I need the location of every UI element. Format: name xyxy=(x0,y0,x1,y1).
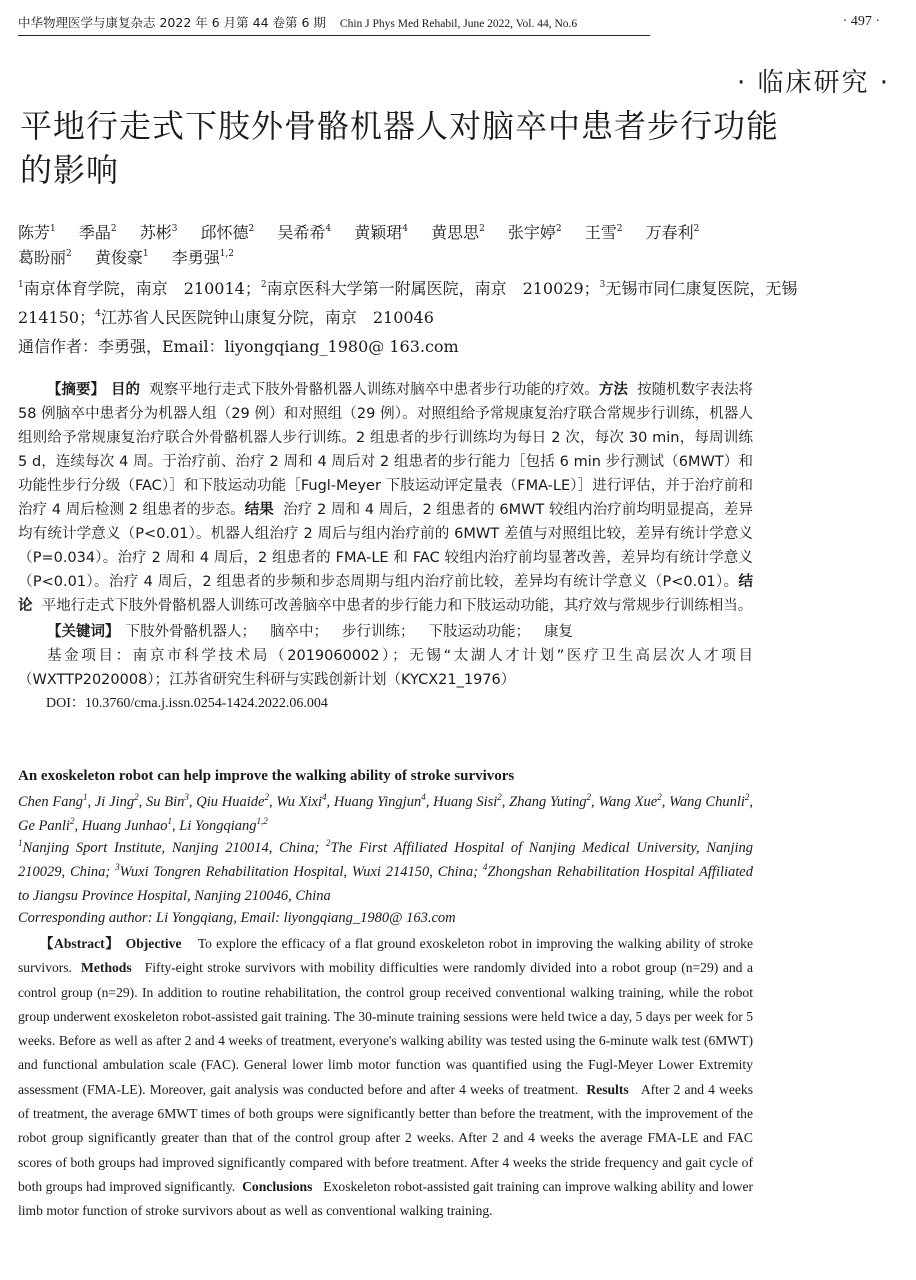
keyword: 下肢外骨骼机器人； xyxy=(125,624,256,640)
article-title-en: An exoskeleton robot can help improve the walking ability of stroke survivors xyxy=(18,768,515,784)
abstract-label-cn: 【摘要】 xyxy=(47,382,106,398)
affiliations-en: $^1$Nanjing Sport Institute, Nanjing 210014, China; $^2$The First Affiliated Hospital of Nanjing Medical University, Nanjing 210029, China; $^3$Wuxi Tongren Rehabilitation Hospital, Wuxi 214150, China; $^4$Zhongshan Rehabilitation Hospital Affiliated to Jiangsu Province Hospital, Nanjing 210046, China xyxy=(18,838,754,904)
results-text-cn: 治疗 2 周和 4 周后，2 组患者的 6MWT 较组内治疗前均明显提高，差异均有统计学意义（P<0.01）。机器人组治疗 2 周后与组内治疗前的 6MWT 差值与对照组比较，差异有统计学意义（P=0.034）。治疗 2 周和 4 周后，2 组患者的 FMA-LE 和 FAC 较组内治疗前均显著改善，差异均有统计学意义（P<0.01）。治疗 4 周后，2 组患者的步频和步态周期与组内治疗前比较，差异均有统计学意义（P<0.01）。 xyxy=(18,502,753,590)
running-header xyxy=(18,14,650,36)
author-en: Huang Junhao$^1$ xyxy=(81,816,172,834)
methods-text-cn: 按随机数字表法将 58 例脑卒中患者分为机器人组（29 例）和对照组（29 例）。对照组给予常规康复治疗联合常规步行训练，机器人组则给予常规康复治疗联合外骨骼机器人步行训练。2 组患者的步行训练均为每日 2 次，每次 30 min，每周训练 5 d，连续每次 4 周。于治疗前、治疗 2 周和 4 周后对 2 组患者的步行能力［包括 6 min 步行测试（6MWT）和功能性步行分级（FAC）］和下肢运动功能［Fugl-Meyer 下肢运动评定量表（FMA-LE）］进行评估，并于治疗前和治疗 4 周后检测 2 组患者的步态。 xyxy=(18,382,754,518)
objective-text-en: To explore the efficacy of a flat ground exoskeleton robot in improving the walking ability of stroke survivors. xyxy=(18,936,753,976)
conclusions-text-cn: 平地行走式下肢外骨骼机器人训练可改善脑卒中患者的步行能力和下肢运动功能，其疗效与常规步行训练相当。 xyxy=(41,598,753,614)
author-cn: 万春利$^2$ xyxy=(645,223,700,242)
conclusions-label-en: Conclusions xyxy=(242,1178,313,1194)
author-en: Huang Sisi$^2$ xyxy=(433,792,502,810)
author-cn: 黄思思$^2$ xyxy=(431,223,485,242)
author-en: Ji Jing$^2$ xyxy=(94,792,139,810)
author-en: Wang Xue$^2$ xyxy=(598,792,662,810)
author-cn: 吴希希$^4$ xyxy=(277,223,332,242)
affiliation-en: Nanjing Sport Institute, Nanjing 210014, China; xyxy=(22,840,320,856)
keyword: 步行训练； xyxy=(342,624,415,640)
author-list-cn xyxy=(18,220,878,270)
author-en: Qiu Huaide$^2$ xyxy=(196,792,269,810)
author-en: Chen Fang$^1$ xyxy=(18,792,88,810)
abstract-en xyxy=(18,932,753,1224)
keyword: 下肢运动功能； xyxy=(428,624,530,640)
author-list-en: Chen Fang$^1$, Ji Jing$^2$, Su Bin$^3$, Qiu Huaide$^2$, Wu Xixi$^4$, Huang Yingjun$^4$, Huang Sisi$^2$, Zhang Yuting$^2$, Wang Xue$^2$, Wang Chunli$^2$, Ge Panli$^2$, Huang Junhao$^1$, Li Yongqiang$^{1,2}$ xyxy=(18,792,754,834)
abstract-cn xyxy=(18,378,753,716)
affiliation-cn: 南京体育学院，南京 210014； xyxy=(23,279,261,298)
funding-cn: 基金项目：南京市科学技术局（2019060002）；无锡“太湖人才计划”医疗卫生高层次人才项目（WXTTP2020008）；江苏省研究生科研与实践创新计划（KYCX21_1976） xyxy=(18,648,753,688)
author-en: Zhang Yuting$^2$ xyxy=(509,792,592,810)
conclusions-text-en: Exoskeleton robot-assisted gait training can improve walking ability and lower limb motor function of stroke survivors about as well as conventional walking training. xyxy=(18,1178,754,1219)
author-cn: 陈芳$^1$ xyxy=(18,223,56,242)
page-number: · 497 · xyxy=(842,14,880,29)
article-title-cn: 平地行走式下肢外骨骼机器人对脑卒中患者步行功能的影响 xyxy=(20,107,780,189)
author-en: Wu Xixi$^4$ xyxy=(276,792,327,810)
author-cn: 李勇强$^{1,2}$ xyxy=(171,248,235,267)
methods-label-en: Methods xyxy=(81,960,132,976)
keywords-cn xyxy=(18,620,753,644)
author-en: Li Yongqiang$^{1,2}$ xyxy=(179,816,268,834)
abstract-body-cn xyxy=(18,378,753,618)
affiliation-cn: 无锡市同仁康复医院，无锡 214150； xyxy=(18,279,814,327)
conclusions-label-cn: 结论 xyxy=(18,574,753,614)
author-cn: 张宇婷$^2$ xyxy=(507,223,562,242)
author-en: Su Bin$^3$ xyxy=(145,792,189,810)
journal-name-en: Chin J Phys Med Rehabil, June 2022, Vol. 44, No.6 xyxy=(339,18,578,30)
objective-label-cn: 目的 xyxy=(111,382,141,398)
results-label-en: Results xyxy=(586,1081,629,1097)
author-cn: 王雪$^2$ xyxy=(584,223,623,242)
methods-label-cn: 方法 xyxy=(598,382,628,398)
abstract-body-en xyxy=(18,932,753,1224)
author-en: Ge Panli$^2$ xyxy=(18,816,75,834)
author-en: Wang Chunli$^2$ xyxy=(669,792,750,810)
author-cn: 黄颖珺$^4$ xyxy=(354,223,408,242)
keyword: 脑卒中； xyxy=(270,624,328,640)
author-en: Huang Yingjun$^4$ xyxy=(333,792,426,810)
keywords-label-cn: 【关键词】 xyxy=(47,624,120,640)
author-cn: 季晶$^2$ xyxy=(78,223,117,242)
objective-text-cn: 观察平地行走式下肢外骨骼机器人训练对脑卒中患者步行功能的疗效。 xyxy=(149,382,599,398)
affiliation-cn: 南京医科大学第一附属医院，南京 210029； xyxy=(266,279,600,298)
journal-name-cn: 中华物理医学与康复杂志 2022 年 6 月第 44 卷第 6 期 xyxy=(18,15,326,30)
author-cn: 葛盼丽$^2$ xyxy=(18,248,72,267)
author-cn: 邱怀德$^2$ xyxy=(200,223,255,242)
results-text-en: After 2 and 4 weeks of treatment, the average 6MWT times of both groups were significantly better than before the treatment, with the improvement of the robot group significantly greater than that of the control group after 2 weeks. After 2 and 4 weeks the average FMA-LE and FAC scores of both groups had improved significantly compared with before treatment. After 4 weeks the stride frequency and gait cycle of both groups had improved significantly. xyxy=(18,1081,754,1194)
results-label-cn: 结果 xyxy=(244,502,274,518)
affiliation-en: Wuxi Tongren Rehabilitation Hospital, Wuxi 214150, China; xyxy=(119,864,478,880)
keyword: 康复 xyxy=(544,624,573,640)
affiliation-en: Zhongshan Rehabilitation Hospital Affiliated to Jiangsu Province Hospital, Nanjing 210046, China xyxy=(18,864,753,904)
section-tag: · 临床研究 · xyxy=(736,68,890,98)
affiliations-cn: $^1$南京体育学院，南京 210014；$^2$南京医科大学第一附属医院，南京 210029；$^3$无锡市同仁康复医院，无锡 214150；$^4$江苏省人民医院钟山康复分院，南京 210046 通信作者：李勇强，Email：liyongqiang_1980@ 163.com xyxy=(18,274,878,361)
author-cn: 苏彬$^3$ xyxy=(139,223,178,242)
affiliation-cn: 江苏省人民医院钟山康复分院，南京 210046 xyxy=(100,308,434,327)
methods-text-en: Fifty-eight stroke survivors with mobility difficulties were randomly divided into a robot group (n=29) and a control group (n=29). In addition to routine rehabilitation, the control group received conventional walking training, while the robot group underwent exoskeleton robot-assisted gait training. The 30-minute training sessions were held twice a day, 5 days per week for 5 weeks. Before as well as after 2 and 4 weeks of treatment, everyone's walking ability was tested using the 6-minute walk test (6MWT) and functional ambulation scale (FAC). General lower limb motor function was quantified using the Fugl-Meyer Lower Extremity assessment (FMA-LE). Moreover, gait analysis was conducted before and after 4 weeks of treatment. xyxy=(18,960,754,1097)
doi: DOI：10.3760/cma.j.issn.0254-1424.2022.06.004 xyxy=(46,696,328,711)
objective-label-en: Objective xyxy=(125,936,182,951)
affiliation-en: The First Affiliated Hospital of Nanjing Medical University, Nanjing 210029, China; xyxy=(18,840,754,880)
author-cn: 黄俊豪$^1$ xyxy=(94,248,149,267)
abstract-label-en: 【Abstract】 xyxy=(39,936,120,951)
corresponding-author-en: Corresponding author: Li Yongqiang, Email: liyongqiang_1980@ 163.com xyxy=(18,910,456,926)
corresponding-author-cn: 通信作者：李勇强，Email：liyongqiang_1980@ 163.com xyxy=(18,337,459,356)
